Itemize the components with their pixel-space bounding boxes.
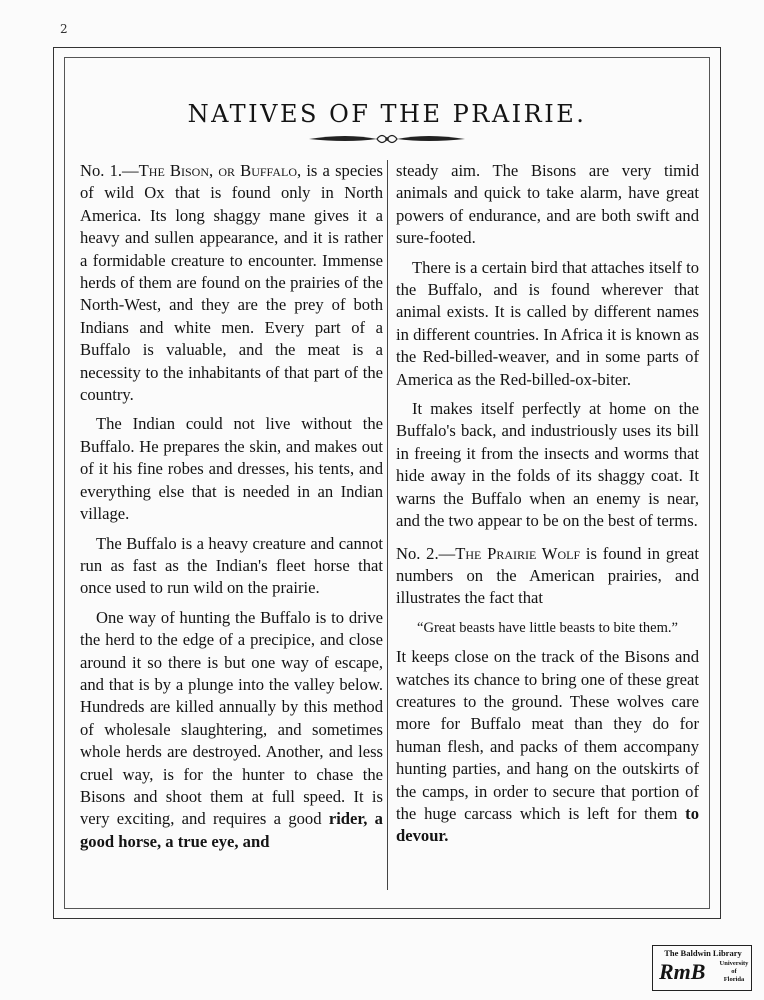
section-heading: The Prairie Wolf (455, 543, 581, 563)
stamp-of: of (731, 968, 737, 975)
paragraph-wolf-body (396, 646, 699, 848)
paragraph-continued: steady aim. The Bisons are very timid animals and quick to take alarm, have great powers of endurance, and are both swift and sure-footed. (396, 161, 699, 248)
library-stamp (652, 945, 752, 991)
paragraph-wolf-intro (396, 543, 699, 610)
paragraph: The Buffalo is a heavy creature and cannot run as fast as the Indian's fleet horse that once used to run wild on the prairie. (80, 533, 383, 598)
stamp-library-name: The Baldwin Library (664, 948, 742, 958)
stamp-initials: RmB (659, 959, 706, 984)
left-column (80, 160, 383, 860)
title-ornament (307, 131, 467, 147)
paragraph-text-bold: rider, a good horse, a true eye, and (80, 809, 383, 851)
section-number: No. 2.— (396, 543, 456, 563)
right-column (396, 160, 699, 855)
section-number: No. 1.— (80, 161, 139, 180)
paragraph-hunting (80, 607, 383, 853)
column-divider (387, 160, 388, 890)
paragraph: The Indian could not live without the Buffalo. He prepares the skin, and makes out of it his fine robes and dresses, his tents, and everything else that is needed in an Indian village. (80, 414, 383, 524)
section-heading: The Bison, or Buffalo, (138, 161, 302, 180)
paragraph-text: One way of hunting the Buffalo is to drive the herd to the edge of a precipice, and close around it so there is but one way of escape, and that is by a plunge into the valley below. Hundreds are killed annually by this method of wholesale slaughtering, and sometimes whole herds are destroyed. Another, and less cruel way, is for the hunter to chase the Bisons and shoot them at full speed. It is very exciting, and requires a good (80, 607, 383, 829)
paragraph: There is a certain bird that attaches itself to the Buffalo, and is found wherever that animal exists. It is called by different names in different countries. In Africa it is known as the Red-billed-weaver, and in some parts of America as the Red-billed-ox-biter. (396, 257, 699, 389)
page-title: NATIVES OF THE PRAIRIE. (187, 100, 587, 128)
stamp-florida: Florida (723, 976, 745, 983)
paragraph-text: is a species of wild Ox that is found only in North America. Its long shaggy mane gives it a heavy and sullen appearance, and it is rather a formidable creature to encounter. Immense herds of them are found on the prairies of the North-West, and they are the prey of both Indians and white men. Every part of a Buffalo is valuable, and the meat is a necessity to the inhabitants of that part of the country. (80, 161, 383, 405)
paragraph-text: It keeps close on the track of the Bisons and watches its chance to bring one of these great creatures to the ground. These wolves care more for Buffalo meat than they do for human flesh, and packs of them accompany hunting parties, and hang on the outskirts of the camps, in order to secure that portion of the huge carcass which is left for them (396, 647, 699, 823)
paragraph-bison-intro (80, 160, 383, 406)
stamp-university: University (719, 960, 749, 967)
paragraph-text: is found in great numbers on the American prairies, and illustrates the fact that (396, 543, 700, 608)
paragraph-text-bold: to devour. (396, 803, 699, 846)
paragraph: It makes itself perfectly at home on the Buffalo's back, and industriously uses its bill in freeing it from the insects and worms that hide away in the folds of its shaggy coat. It warns the Buffalo when an enemy is near, and the two appear to be on the best of terms. (396, 399, 699, 531)
quotation: “Great beasts have little beasts to bite them.” (417, 619, 678, 636)
corner-mark: 2 (60, 22, 68, 36)
